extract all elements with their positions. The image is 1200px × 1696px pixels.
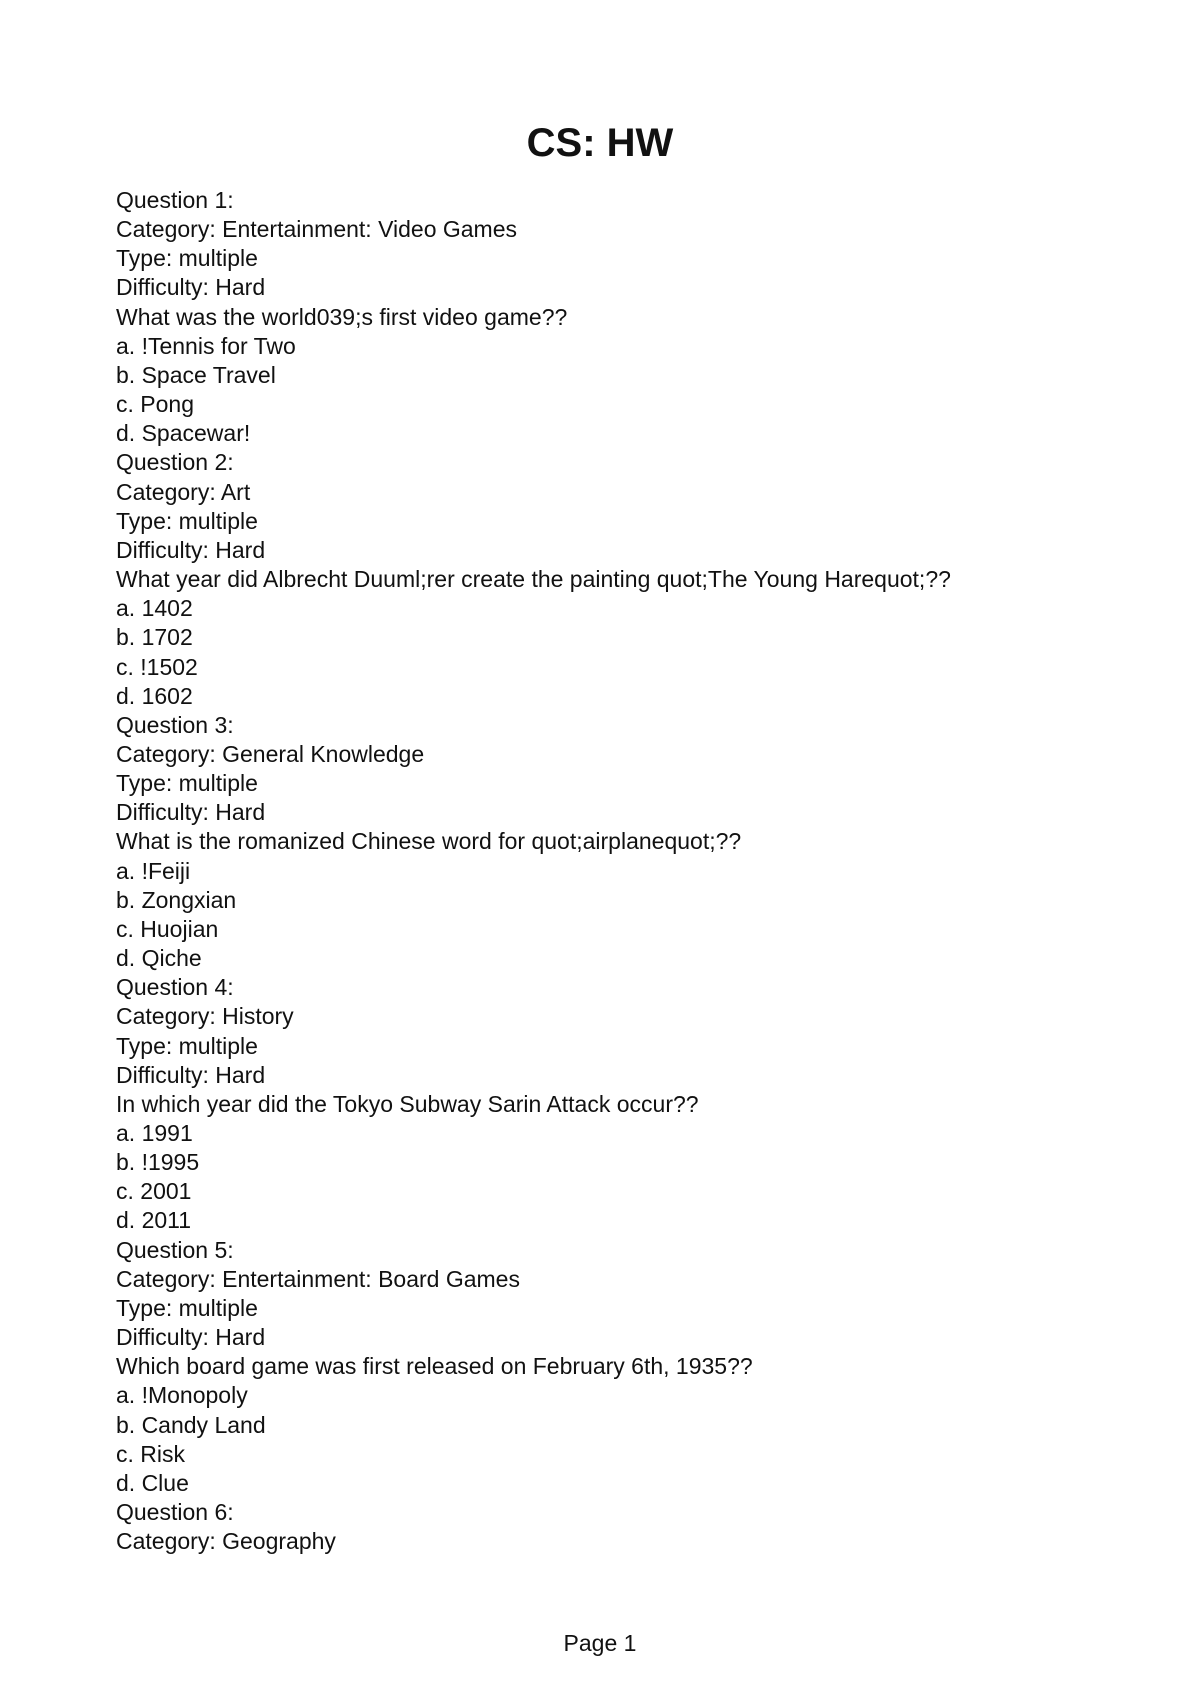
answer-option: b. Candy Land <box>116 1411 266 1438</box>
question-category: Category: Entertainment: Board Games <box>116 1265 520 1292</box>
answer-option: d. 1602 <box>116 682 193 709</box>
question-type: Type: multiple <box>116 1032 258 1059</box>
question-2 <box>116 448 1116 710</box>
answer-option: a. !Monopoly <box>116 1382 248 1409</box>
question-text: In which year did the Tokyo Subway Sarin Attack occur?? <box>116 1090 699 1117</box>
question-4 <box>116 973 1116 1235</box>
question-difficulty: Difficulty: Hard <box>116 274 266 301</box>
question-3 <box>116 711 1116 973</box>
document-title: CS: HW <box>526 121 674 165</box>
answer-option: b. Zongxian <box>116 886 237 913</box>
question-text: What year did Albrecht Duuml;rer create the painting quot;The Young Harequot;?? <box>116 566 951 593</box>
answer-option: c. Pong <box>116 391 194 418</box>
answer-option: a. 1991 <box>116 1120 193 1146</box>
answer-option: d. Spacewar! <box>116 420 251 447</box>
question-heading: Question 3: <box>116 711 234 738</box>
question-text: What is the romanized Chinese word for quot;airplanequot;?? <box>116 828 742 855</box>
question-list <box>116 186 1116 1556</box>
question-difficulty: Difficulty: Hard <box>116 536 266 563</box>
question-type: Type: multiple <box>116 507 258 534</box>
question-difficulty: Difficulty: Hard <box>116 1324 266 1351</box>
question-text: What was the world039;s first video game?? <box>116 303 568 330</box>
answer-option: d. Clue <box>116 1469 189 1496</box>
question-difficulty: Difficulty: Hard <box>116 1061 266 1088</box>
answer-option: a. 1402 <box>116 595 193 622</box>
question-heading: Question 1: <box>116 187 234 213</box>
answer-option: c. Huojian <box>116 915 219 942</box>
answer-option: a. !Tennis for Two <box>116 332 296 359</box>
question-type: Type: multiple <box>116 245 258 272</box>
answer-option: b. Space Travel <box>116 361 276 388</box>
answer-option: d. 2011 <box>116 1207 192 1234</box>
question-heading: Question 2: <box>116 449 234 476</box>
page-number: Page 1 <box>563 1630 637 1656</box>
question-difficulty: Difficulty: Hard <box>116 799 266 826</box>
answer-option: b. 1702 <box>116 624 193 651</box>
question-type: Type: multiple <box>116 770 258 797</box>
question-category: Category: History <box>116 1003 294 1030</box>
answer-option: c. Risk <box>116 1440 185 1467</box>
answer-option: d. Qiche <box>116 945 202 972</box>
answer-option: c. 2001 <box>116 1178 192 1205</box>
question-category: Category: Art <box>116 478 251 505</box>
question-6 <box>116 1498 1116 1556</box>
answer-option: a. !Feiji <box>116 857 191 884</box>
question-category: Category: General Knowledge <box>116 740 425 767</box>
question-heading: Question 5: <box>116 1236 234 1263</box>
question-5 <box>116 1236 1116 1498</box>
question-heading: Question 4: <box>116 974 234 1001</box>
question-text: Which board game was first released on February 6th, 1935?? <box>116 1353 753 1380</box>
answer-option: c. !1502 <box>116 653 198 680</box>
question-1 <box>116 186 1116 448</box>
answer-option: b. !1995 <box>116 1149 200 1176</box>
question-type: Type: multiple <box>116 1294 258 1321</box>
question-category: Category: Entertainment: Video Games <box>116 216 518 243</box>
question-heading: Question 6: <box>116 1499 234 1526</box>
question-category: Category: Geography <box>116 1528 336 1555</box>
